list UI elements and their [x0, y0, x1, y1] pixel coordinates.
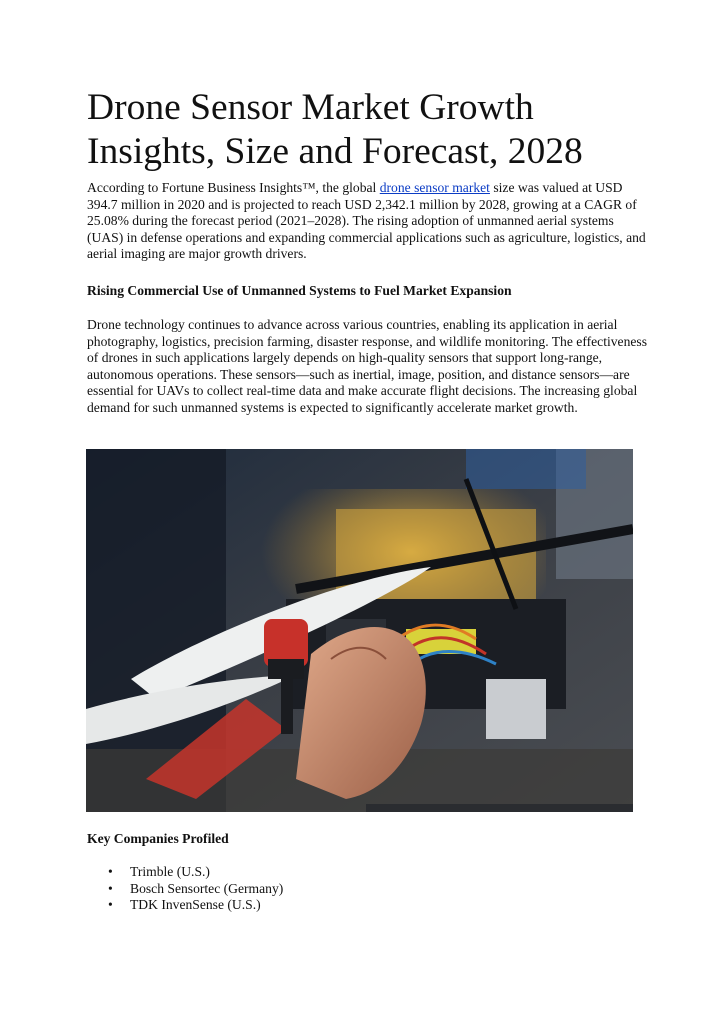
key-companies-heading: Key Companies Profiled — [87, 831, 229, 846]
company-name: TDK InvenSense (U.S.) — [130, 897, 261, 912]
company-name: Bosch Sensortec (Germany) — [130, 880, 284, 896]
list-item — [87, 881, 283, 898]
bullet: • — [108, 880, 113, 896]
bullet: • — [108, 897, 113, 912]
drone-photo — [86, 449, 633, 812]
list-item — [87, 864, 283, 881]
intro-text-after-link: size was valued at USD 394.7 million in 2020 and is projected to reach USD 2,342.1 million by 2028, growing at a CAGR of 25.08% during the forecast period (2021–2028). The rising adoption of unmanned aerial systems (UAS) in defense operations and expanding commercial applications such as agriculture, logistics, and aerial imaging are major growth drivers. — [87, 180, 646, 262]
drone-sensor-market-link[interactable]: drone sensor market — [379, 180, 490, 195]
list-item — [87, 897, 283, 914]
bullet: • — [108, 864, 113, 879]
key-companies-list — [87, 864, 283, 914]
drone-photo-illustration — [86, 449, 633, 812]
body-paragraph: Drone technology continues to advance across various countries, enabling its application in aerial photography, logistics, precision farming, disaster response, and wildlife monitoring. The effectiveness of drones in such applications largely depends on high-quality sensors that support long-range, autonomous operations. These sensors—such as inertial, image, position, and distance sensors—are essential for UAVs to collect real-time data and make accurate flight decisions. The increasing global demand for such unmanned systems is expected to significantly accelerate market growth. — [87, 317, 647, 415]
company-name: Trimble (U.S.) — [130, 864, 210, 879]
intro-paragraph — [87, 180, 647, 263]
page-title: Drone Sensor Market Growth Insights, Size and Forecast, 2028 — [87, 87, 583, 172]
intro-text-before-link: According to Fortune Business Insights™, the global — [87, 180, 380, 195]
section-heading: Rising Commercial Use of Unmanned Systems to Fuel Market Expansion — [87, 283, 512, 298]
